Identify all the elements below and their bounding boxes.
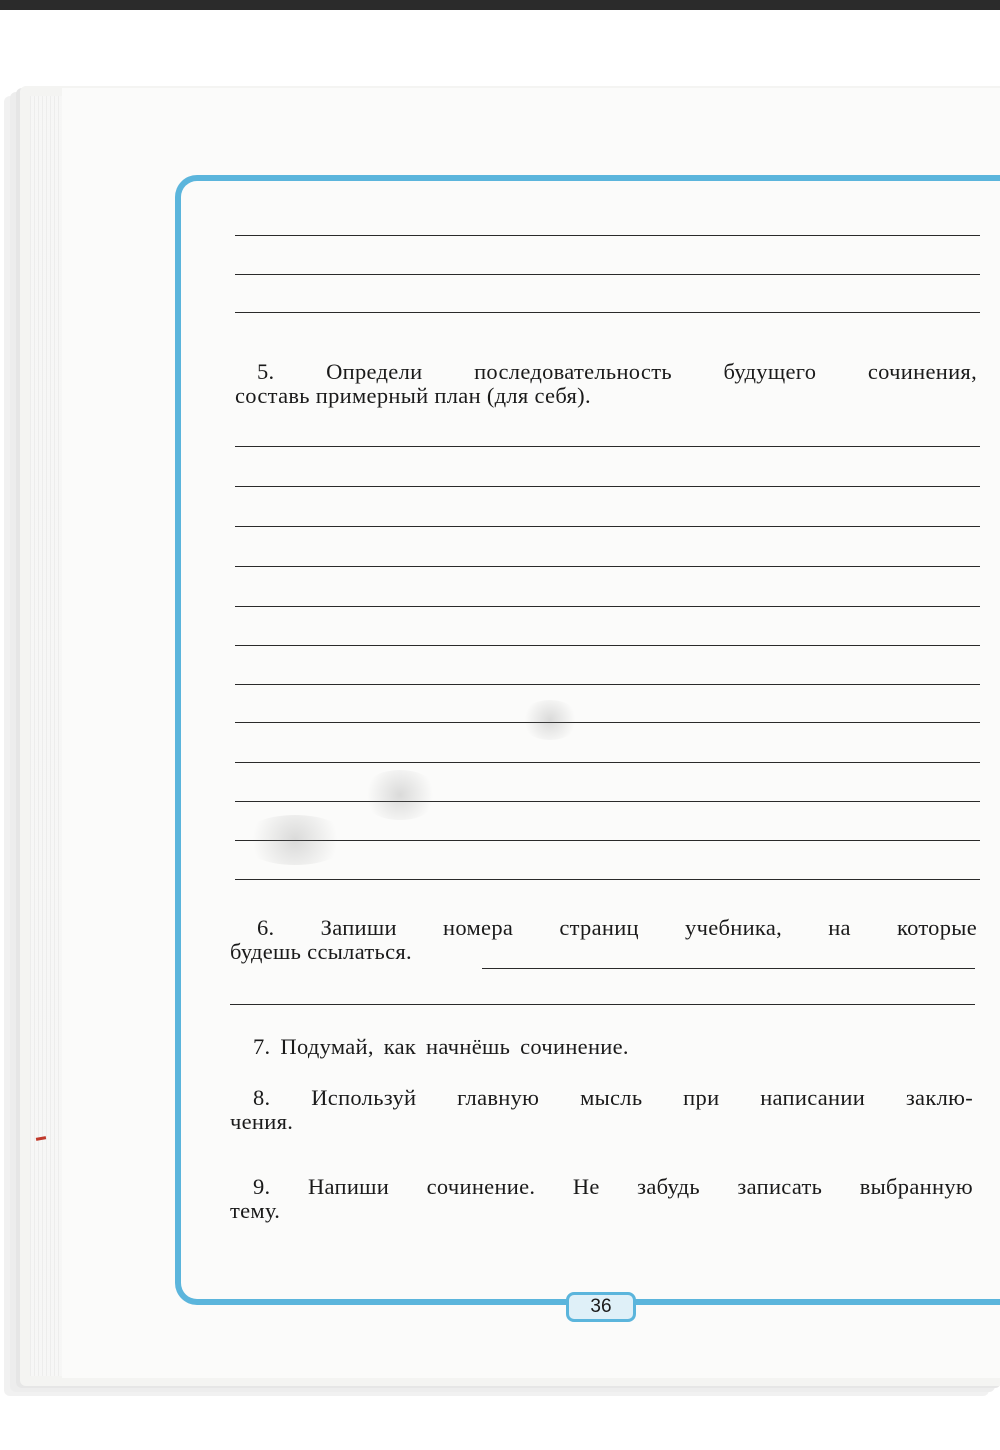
writing-line xyxy=(235,645,980,646)
writing-line xyxy=(235,274,980,275)
scan-smudge xyxy=(360,770,440,820)
scan-smudge xyxy=(240,815,350,865)
writing-line xyxy=(235,722,980,723)
task-7-line-1: 7. Подумай, как начнёшь сочинение. xyxy=(253,1034,629,1059)
page-number: 36 xyxy=(566,1292,636,1322)
task-9 xyxy=(253,1175,973,1199)
writing-line xyxy=(230,1004,975,1005)
writing-line xyxy=(235,486,980,487)
task-8 xyxy=(253,1086,973,1110)
writing-line xyxy=(235,446,980,447)
writing-line xyxy=(235,684,980,685)
writing-line xyxy=(235,526,980,527)
task-5-line-2: составь примерный план (для себя). xyxy=(235,383,591,408)
writing-line xyxy=(235,801,980,802)
task-6 xyxy=(257,916,977,940)
task-6-line-2: будешь ссылаться. xyxy=(230,939,412,964)
task-5-continued xyxy=(235,384,980,408)
task-8-line-1: 8. Используй главную мысль при написании заклю- xyxy=(253,1085,973,1110)
task-8-line-2: чения. xyxy=(230,1109,294,1134)
writing-line xyxy=(235,606,980,607)
scan-top-edge xyxy=(0,0,1000,10)
task-9-continued xyxy=(230,1199,970,1223)
task-6-line-1: 6. Запиши номера страниц учебника, на которые xyxy=(257,915,977,940)
scan-smudge xyxy=(520,700,580,740)
writing-line xyxy=(235,312,980,313)
task-7 xyxy=(253,1035,973,1059)
task-5-line-1: 5. Определи последовательность будущего сочинения, xyxy=(257,359,977,384)
writing-line xyxy=(235,566,980,567)
writing-line xyxy=(235,235,980,236)
task-5 xyxy=(257,360,977,384)
task-9-line-2: тему. xyxy=(230,1198,281,1223)
task-8-continued xyxy=(230,1110,970,1134)
writing-line xyxy=(235,762,980,763)
writing-line xyxy=(482,968,975,969)
writing-line xyxy=(235,879,980,880)
task-9-line-1: 9. Напиши сочинение. Не забудь записать выбранную xyxy=(253,1174,973,1199)
page-frame xyxy=(175,175,1000,1305)
task-6-continued xyxy=(230,940,490,964)
